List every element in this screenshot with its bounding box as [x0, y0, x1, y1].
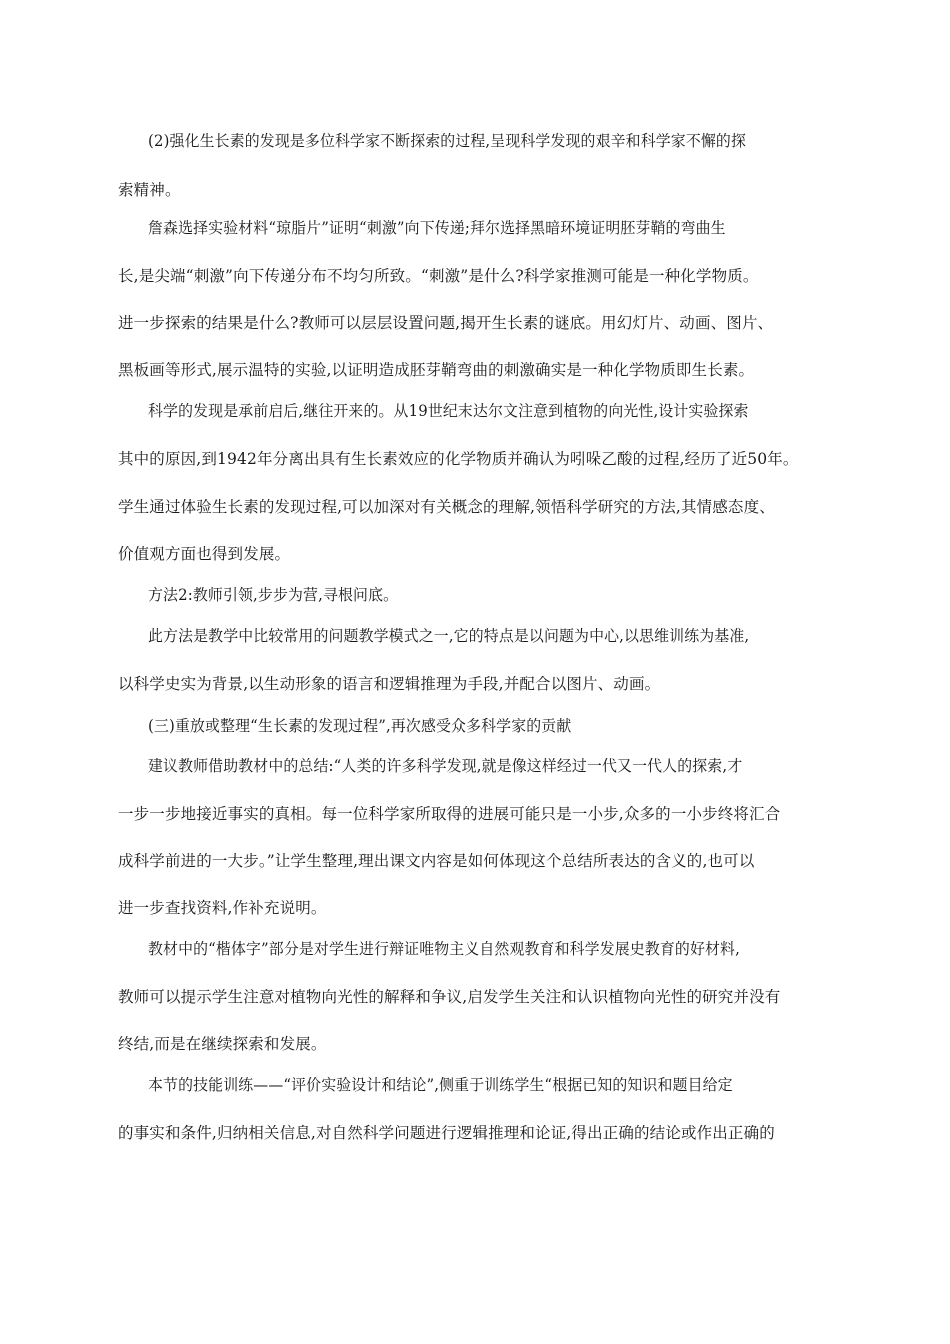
- paragraph-line: 终结,而是在继续探索和发展。: [118, 1035, 327, 1053]
- paragraph-line: 的事实和条件,归纳相关信息,对自然科学问题进行逻辑推理和论证,得出正确的结论或作出正确的: [118, 1124, 775, 1142]
- paragraph-line: (2)强化生长素的发现是多位科学家不断探索的过程,呈现科学发现的艰辛和科学家不懈的探: [148, 132, 746, 150]
- paragraph-line: 本节的技能训练——“评价实验设计和结论”,侧重于训练学生“根据已知的知识和题目给定: [148, 1076, 733, 1094]
- paragraph-line: 其中的原因,到1942年分离出具有生长素效应的化学物质并确认为吲哚乙酸的过程,经历了近50年。: [118, 450, 799, 468]
- paragraph-line: 以科学史实为背景,以生动形象的语言和逻辑推理为手段,并配合以图片、动画。: [118, 675, 661, 693]
- paragraph-line: 长,是尖端“刺激”向下传递分布不均匀所致。“刺激”是什么?科学家推测可能是一种化学物质。: [118, 267, 759, 285]
- paragraph-line: 学生通过体验生长素的发现过程,可以加深对有关概念的理解,领悟科学研究的方法,其情感态度、: [118, 498, 775, 516]
- paragraph-line: 一步一步地接近事实的真相。每一位科学家所取得的进展可能只是一小步,众多的一小步终将汇合: [118, 805, 781, 823]
- paragraph-line: 索精神。: [118, 181, 181, 199]
- paragraph-line: 黑板画等形式,展示温特的实验,以证明造成胚芽鞘弯曲的刺激确实是一种化学物质即生长素。: [118, 361, 755, 379]
- section-heading: (三)重放或整理“生长素的发现过程”,再次感受众多科学家的贡献: [148, 717, 572, 735]
- paragraph-line: 教师可以提示学生注意对植物向光性的解释和争议,启发学生关注和认识植物向光性的研究并没有: [118, 988, 781, 1006]
- method-heading: 方法2:教师引领,步步为营,寻根问底。: [148, 586, 399, 604]
- paragraph-line: 科学的发现是承前启后,继往开来的。从19世纪末达尔文注意到植物的向光性,设计实验探索: [148, 402, 749, 420]
- paragraph-line: 此方法是教学中比较常用的问题教学模式之一,它的特点是以问题为中心,以思维训练为基准,: [148, 627, 750, 645]
- paragraph-line: 建议教师借助教材中的总结:“人类的许多科学发现,就是像这样经过一代又一代人的探索,才: [148, 757, 743, 775]
- paragraph-line: 进一步探索的结果是什么?教师可以层层设置问题,揭开生长素的谜底。用幻灯片、动画、图片、: [118, 314, 774, 332]
- paragraph-line: 教材中的“楷体字”部分是对学生进行辩证唯物主义自然观教育和科学发展史教育的好材料,: [148, 940, 740, 958]
- paragraph-line: 价值观方面也得到发展。: [118, 545, 291, 563]
- paragraph-line: 詹森选择实验材料“琼脂片”证明“刺激”向下传递;拜尔选择黑暗环境证明胚芽鞘的弯曲生: [148, 219, 726, 237]
- paragraph-line: 进一步查找资料,作补充说明。: [118, 899, 327, 917]
- paragraph-line: 成科学前进的一大步。”让学生整理,理出课文内容是如何体现这个总结所表达的含义的,也可以: [118, 852, 755, 870]
